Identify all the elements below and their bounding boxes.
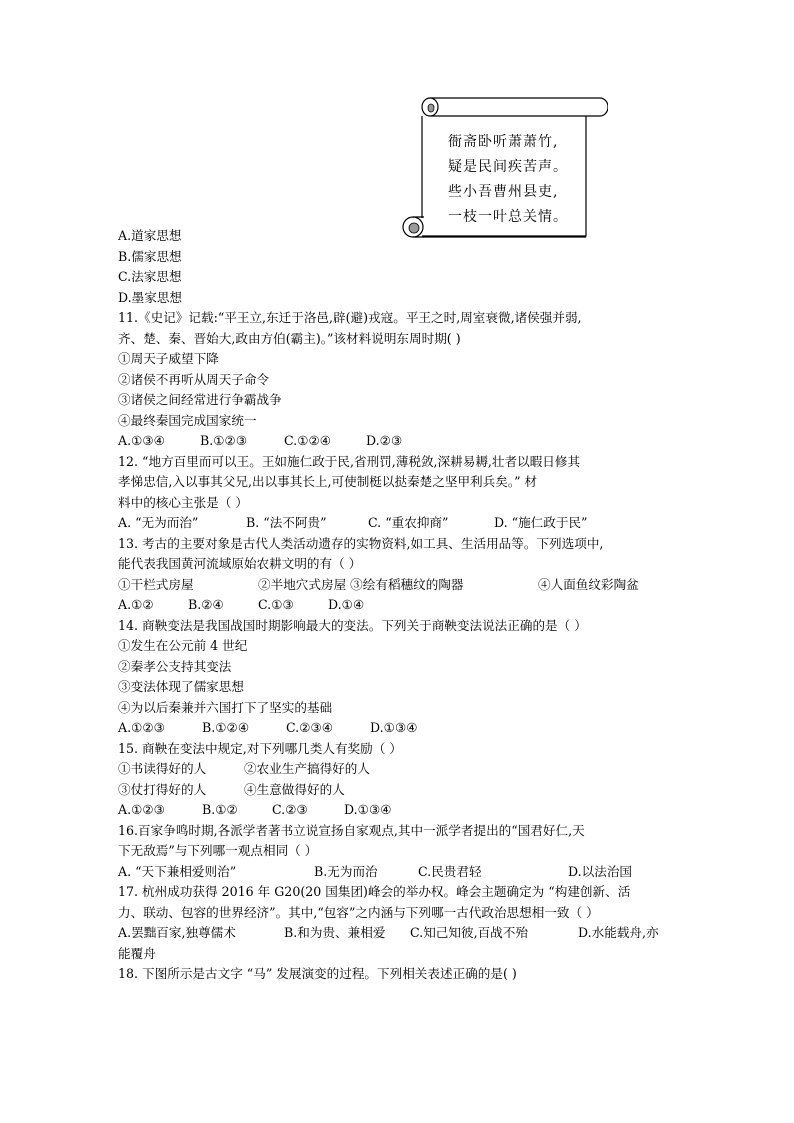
q17-option-d: D.水能载舟,亦	[578, 925, 659, 940]
q16-option-a: A. “天下兼相爱则治”	[118, 863, 237, 879]
q12-option-d: D. “施仁政于民”	[494, 515, 588, 530]
q13-item: ④人面鱼纹彩陶盆	[538, 576, 639, 592]
q13-item: ①干栏式房屋	[118, 576, 194, 592]
q13-stem: 13. 考古的主要对象是古代人类活动遗存的实物资料,如工具、生活用品等。下列选项中,	[118, 535, 604, 551]
q13-option-a: A.①②	[118, 597, 154, 612]
q17-option-d-cont: 能覆舟	[118, 945, 156, 961]
q17-stem: 力、联动、包容的世界经济”。其中,“包容”之内涵与下列哪一古代政治思想相一致（ ）	[118, 904, 599, 920]
q10-option-a: A.道家思想	[118, 228, 182, 243]
q16-option-b: B.无为而治	[314, 863, 378, 879]
exam-questions	[118, 226, 678, 985]
q15-item: ②农业生产搞得好的人	[244, 761, 370, 776]
q15-items	[118, 759, 678, 780]
q15-item: ①书读得好的人	[118, 761, 207, 776]
q11-options	[118, 431, 678, 452]
q17-option-a: A.罢黜百家,独尊儒术	[118, 925, 236, 940]
q18-stem: 18. 下图所示是古文字 “马” 发展演变的过程。下列相关表述正确的是( )	[118, 966, 517, 981]
q15-options	[118, 800, 678, 821]
q13-option-c: C.①③	[258, 597, 294, 612]
q12-stem: 12. “地方百里而可以王。王如施仁政于民,省刑罚,薄税敛,深耕易耨,壮者以暇日修其	[118, 453, 581, 469]
q15-item: ③仗打得好的人	[118, 781, 207, 797]
q13-option-d: D.①④	[328, 597, 365, 612]
q12-stem: 料中的核心主张是（ ）	[118, 494, 248, 510]
q14-option-a: A.①②③	[118, 720, 165, 735]
q16-option-d: D.以法治国	[568, 863, 633, 879]
q15-item: ④生意做得好的人	[244, 781, 345, 797]
q16-options	[118, 862, 678, 883]
q17-options	[118, 923, 678, 944]
poem-line: 疑是民间疾苦声。	[448, 159, 568, 175]
q11-option-b: B.①②③	[200, 433, 248, 448]
q16-stem: 下无敌焉”与下列哪一观点相同（ ）	[118, 843, 318, 858]
q14-item: ①发生在公元前 4 世纪	[118, 638, 248, 653]
q13-option-b: B.②④	[188, 597, 224, 612]
q17-stem: 17. 杭州成功获得 2016 年 G20(20 国集团)峰会的举办权。峰会主题确定为 “构建创新、活	[118, 884, 631, 899]
q13-item: ②半地穴式房屋 ③绘有稻穗纹的陶器	[258, 576, 464, 592]
q12-options	[118, 513, 678, 534]
q14-item: ②秦孝公支持其变法	[118, 658, 232, 674]
poem	[448, 130, 588, 230]
q10-option-d: D.墨家思想	[118, 289, 183, 305]
q15-option-c: C.②③	[272, 802, 308, 817]
q17-option-b: B.和为贵、兼相爱	[284, 925, 386, 940]
q13-options	[118, 595, 678, 616]
q14-options	[118, 718, 678, 739]
q13-items	[118, 575, 678, 596]
q14-option-d: D.①③④	[370, 720, 418, 735]
q11-item: ④最终秦国完成国家统一	[118, 412, 257, 428]
q10-option-b: B.儒家思想	[118, 248, 182, 264]
q11-item: ③诸侯之间经常进行争霸战争	[118, 392, 282, 407]
poem-line: 些小吾曹州县吏,	[448, 184, 559, 200]
q11-item: ①周天子威望下降	[118, 351, 219, 366]
q12-stem: 孝悌忠信,入以事其父兄,出以事其长上,可使制梃以挞秦楚之坚甲利兵矣。” 材	[118, 474, 538, 489]
q11-option-a: A.①③④	[118, 433, 165, 448]
q17-option-c: C.知己知彼,百战不殆	[410, 925, 528, 940]
q12-option-a: A. “无为而治”	[118, 515, 199, 530]
q11-item: ②诸侯不再听从周天子命令	[118, 371, 270, 387]
q12-option-c: C. “重农抑商”	[368, 515, 449, 530]
q14-item: ③变法体现了儒家思想	[118, 679, 244, 694]
poem-line: 衙斋卧听萧萧竹,	[448, 134, 559, 150]
q11-option-c: C.①②④	[284, 433, 332, 448]
q12-option-b: B. “法不阿贵”	[246, 515, 327, 530]
q11-option-d: D.②③	[366, 433, 403, 448]
q15-option-d: D.①③④	[344, 802, 392, 817]
q14-option-b: B.①②④	[202, 720, 250, 735]
q14-item: ④为以后秦兼并六国打下了坚实的基础	[118, 699, 333, 715]
q15-items	[118, 780, 678, 801]
q15-option-a: A.①②③	[118, 802, 165, 817]
q14-stem: 14. 商鞅变法是我国战国时期影响最大的变法。下列关于商鞅变法说法正确的是（ ）	[118, 617, 587, 633]
q16-option-c: C.民贵君轻	[418, 863, 482, 879]
q13-stem: 能代表我国黄河流域原始农耕文明的有（ ）	[118, 556, 362, 571]
scroll-illustration	[400, 96, 608, 242]
q11-stem: 齐、楚、秦、晋始大,政由方伯(霸主)。”该材料说明东周时期( )	[118, 330, 461, 346]
poem-line: 一枝一叶总关情。	[448, 209, 568, 225]
q15-stem: 15. 商鞅在变法中规定,对下列哪几类人有奖励（ ）	[118, 740, 402, 756]
q10-option-c: C.法家思想	[118, 269, 182, 284]
q15-option-b: B.①②	[202, 802, 238, 817]
q14-option-c: C.②③④	[286, 720, 334, 735]
q16-stem: 16.百家争鸣时期,各派学者著书立说宣扬自家观点,其中一派学者提出的“国君好仁,天	[118, 822, 585, 838]
q11-stem: 11.《史记》记载:“平王立,东迁于洛邑,辟(避)戎寇。平王之时,周室衰微,诸侯强并弱,	[118, 310, 582, 325]
